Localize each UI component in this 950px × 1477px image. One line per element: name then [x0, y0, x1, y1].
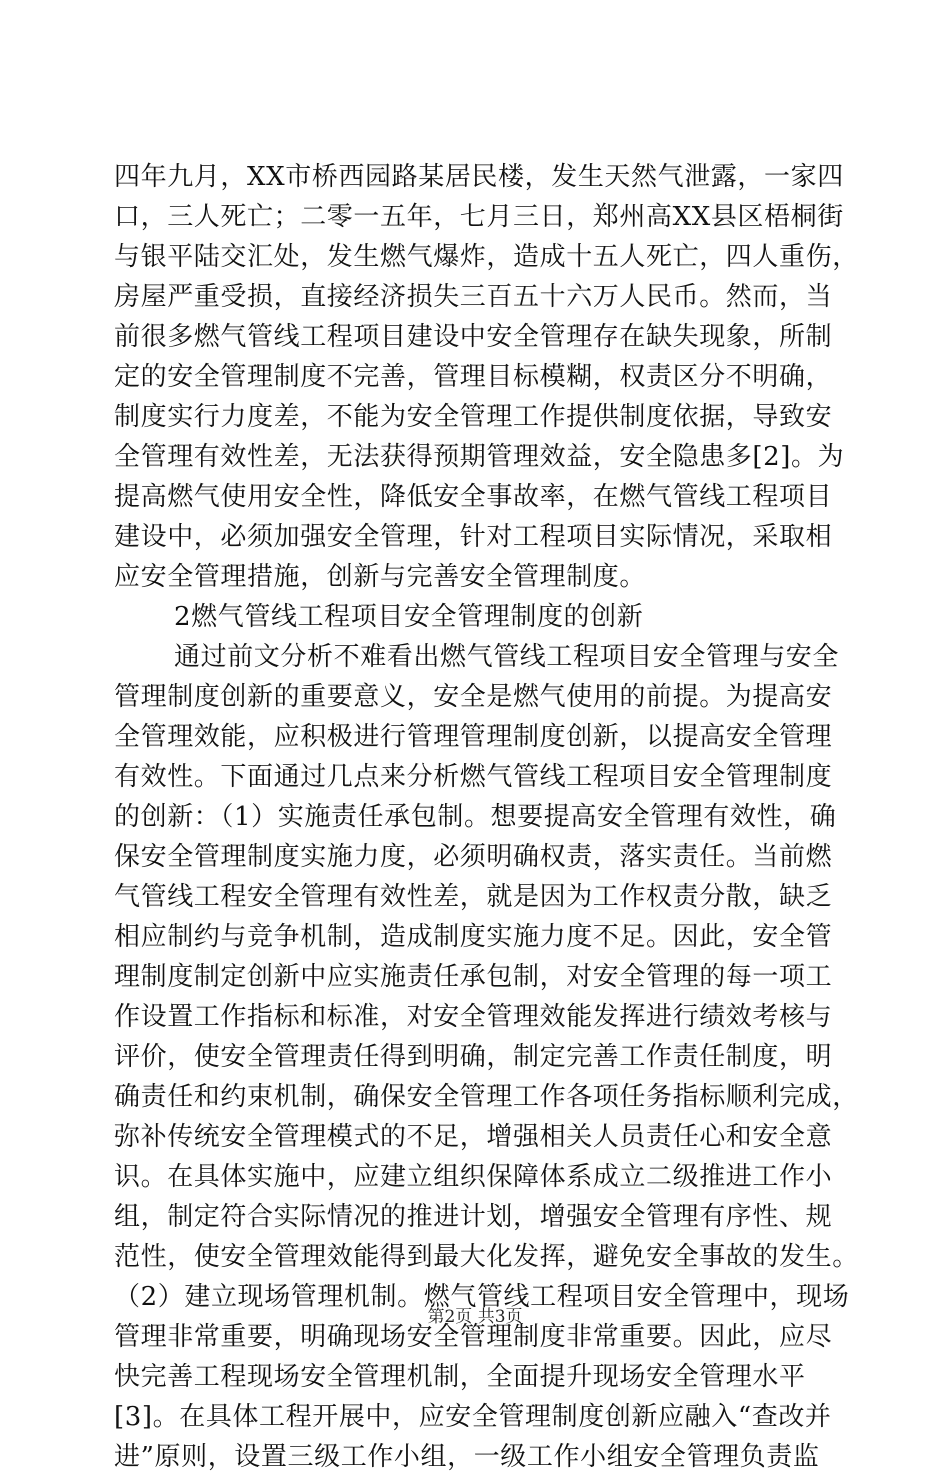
paragraph-line: 气管线工程安全管理有效性差，就是因为工作权责分散，缺乏: [114, 882, 833, 912]
paragraph-line: [3]。在具体工程开展中，应安全管理制度创新应融入“查改并: [114, 1402, 832, 1432]
paragraph-line: 全管理有效性差，无法获得预期管理效益，安全隐患多[2]。为: [114, 442, 845, 472]
paragraph-line: 识。在具体实施中，应建立组织保障体系成立二级推进工作小: [114, 1162, 833, 1192]
paragraph-line: 弥补传统安全管理模式的不足，增强相关人员责任心和安全意: [114, 1122, 833, 1152]
paragraph-line: 提高燃气使用安全性，降低安全事故率，在燃气管线工程项目: [114, 482, 833, 512]
paragraph-line: 范性，使安全管理效能得到最大化发挥，避免安全事故的发生。: [114, 1242, 859, 1272]
paragraph-line: 确责任和约束机制，确保安全管理工作各项任务指标顺利完成，: [114, 1082, 859, 1112]
paragraph-line: 制度实行力度差，不能为安全管理工作提供制度依据，导致安: [114, 402, 833, 432]
paragraph-line: 的创新：（1）实施责任承包制。想要提高安全管理有效性，确: [114, 802, 837, 832]
paragraph-line: 相应制约与竞争机制，造成制度实施力度不足。因此，安全管: [114, 922, 833, 952]
page-footer: 第2页 共3页: [427, 1307, 523, 1327]
document-body: [114, 157, 859, 1477]
paragraph-line: 房屋严重受损，直接经济损失三百五十六万人民币。然而，当: [114, 282, 833, 312]
paragraph-line: 口，三人死亡；二零一五年，七月三日，郑州高XX县区梧桐街: [114, 202, 844, 232]
paragraph-line: 应安全管理措施，创新与完善安全管理制度。: [114, 562, 647, 592]
paragraph-line: 理制度制定创新中应实施责任承包制，对安全管理的每一项工: [114, 962, 833, 992]
paragraph-line: 评价，使安全管理责任得到明确，制定完善工作责任制度，明: [114, 1042, 833, 1072]
paragraph-line: 管理非常重要，明确现场安全管理制度非常重要。因此，应尽: [114, 1322, 833, 1352]
paragraph-line: 定的安全管理制度不完善，管理目标模糊，权责区分不明确，: [114, 362, 833, 392]
paragraph-line: （2）建立现场管理机制。燃气管线工程项目安全管理中，现场: [114, 1282, 850, 1312]
paragraph-line: 通过前文分析不难看出燃气管线工程项目安全管理与安全: [174, 642, 840, 672]
paragraph-line: 组，制定符合实际情况的推进计划，增强安全管理有序性、规: [114, 1202, 833, 1232]
paragraph-line: 与银平陆交汇处，发生燃气爆炸，造成十五人死亡，四人重伤，: [114, 242, 859, 272]
paragraph-line: 有效性。下面通过几点来分析燃气管线工程项目安全管理制度: [114, 762, 833, 792]
paragraph-line: 全管理效能，应积极进行管理管理制度创新，以提高安全管理: [114, 722, 833, 752]
paragraph-line: 建设中，必须加强安全管理，针对工程项目实际情况，采取相: [114, 522, 833, 552]
paragraph-line: 管理制度创新的重要意义，安全是燃气使用的前提。为提高安: [114, 682, 833, 712]
paragraph-line: 作设置工作指标和标准，对安全管理效能发挥进行绩效考核与: [114, 1002, 833, 1032]
paragraph-line: 四年九月，XX市桥西园路某居民楼，发生天然气泄露，一家四: [114, 162, 844, 192]
paragraph-line: 保安全管理制度实施力度，必须明确权责，落实责任。当前燃: [114, 842, 833, 872]
paragraph-line: 进”原则，设置三级工作小组，一级工作小组安全管理负责监: [114, 1442, 820, 1472]
section-heading: 2燃气管线工程项目安全管理制度的创新: [174, 602, 644, 632]
paragraph-line: 前很多燃气管线工程项目建设中安全管理存在缺失现象，所制: [114, 322, 833, 352]
paragraph-line: 快完善工程现场安全管理机制，全面提升现场安全管理水平: [114, 1362, 806, 1392]
